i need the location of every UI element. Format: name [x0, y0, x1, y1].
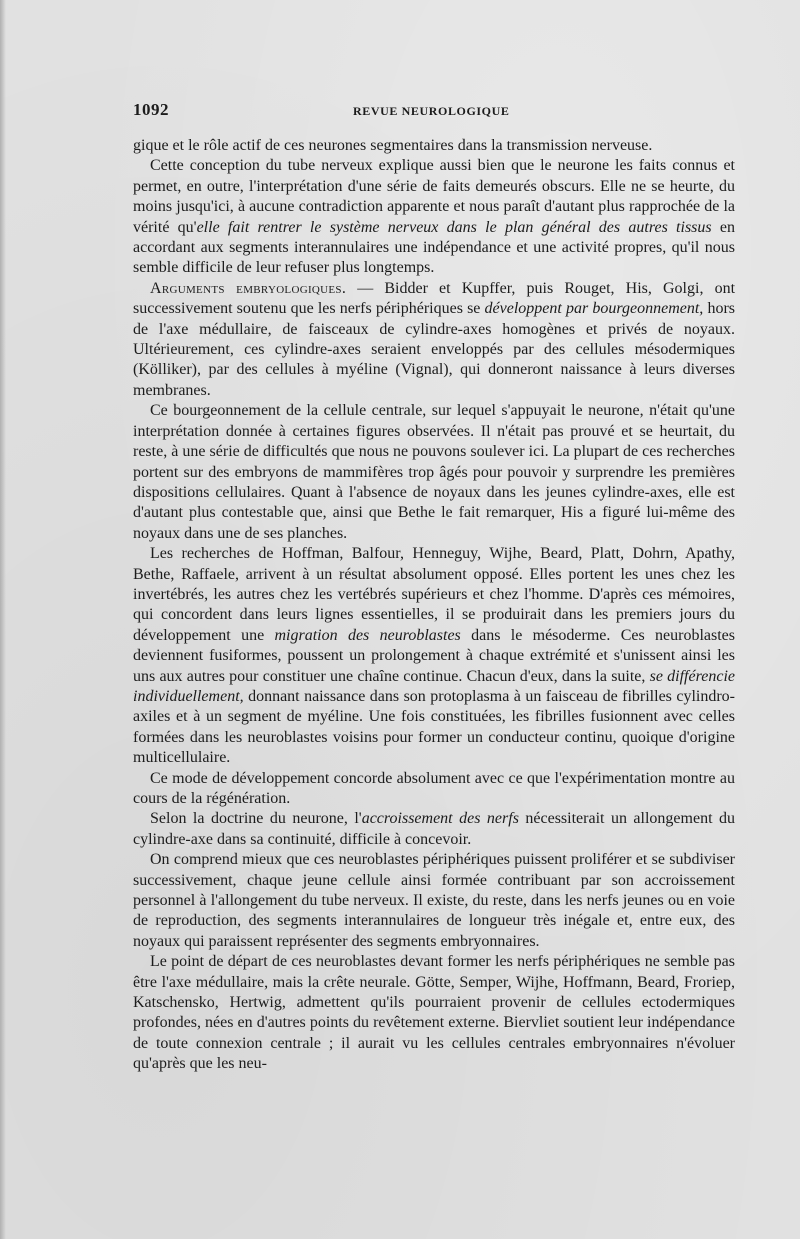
emphasis-segment: migration des neuroblastes [274, 626, 461, 644]
section-heading: Arguments embryologiques. [150, 279, 347, 297]
text-segment: donnant naissance dans son protoplasma à un faisceau de fibrilles cylindro-axiles et à un segment de myéline. Une fois constituées, les fibrilles fusionnent avec celles formées dans les neuroblastes voisins pour former un conducteur continu, quoique d'origine multicellulaire. [133, 687, 735, 767]
emphasis-segment: développent par bourgeonnement, [484, 300, 704, 318]
paragraph-neuroblastes-peripheriques [133, 850, 735, 952]
paragraph-regeneration [133, 769, 735, 810]
running-title: REVUE NEUROLOGIQUE [353, 104, 510, 118]
text-segment: On comprend mieux que ces neuroblastes périphériques puissent proliférer et se subdiviser successivement, chaque jeune cellule ainsi formée contribuant par son accroissement personnel à l'allongement du tube nerveux. Il existe, du reste, dans les nerfs jeunes ou en voie de reproduction, des segments interannulaires de longueur très inégale et, entre eux, des noyaux qui paraissent représenter des segments embryonnaires. [133, 851, 735, 950]
paragraph-point-de-depart [133, 952, 735, 1074]
paragraph-conception [133, 156, 735, 278]
text-segment: nécessiterait un allongement du cylindre-axe dans sa continuité, difficile à concevoir. [133, 810, 736, 848]
text-segment: Ce bourgeonnement de la cellule centrale, sur lequel s'appuyait le neurone, n'était qu'une interprétation donnée à certaines figures observées. Il n'était pas prouvé et se heurtait, du reste, à une série de difficultés que nous ne pouvons soulever ici. La plupart de ces recherches portent sur des embryons de mammifères trop âgés pour pouvoir y surprendre les premières dispositions cellulaires. Quant à l'absence de noyaux dans les jeunes cylindre-axes, elle est d'autant plus contestable que, ainsi que Bethe le fait remarquer, His a figuré lui-même des noyaux dans une de ses planches. [133, 402, 735, 542]
page-number: 1092 [133, 100, 169, 119]
text-segment: dans le mésoderme. Ces neuroblastes deviennent fusiformes, poussent un prolongement à chaque extrémité et s'unissent ainsi les uns aux autres pour constituer une chaîne continue. Chacun d'eux, dans la suite, [133, 626, 736, 685]
paragraph-doctrine [133, 809, 735, 850]
paragraph-arguments-embryologiques [133, 279, 735, 401]
text-segment: Selon la doctrine du neurone, l' [150, 810, 362, 828]
page-header [133, 100, 735, 124]
page-edge-shadow [0, 0, 6, 1239]
article-body [133, 136, 735, 1075]
emphasis-segment: se différencie individuellement, [133, 667, 735, 705]
text-segment: en accordant aux segments interannulaires une indépendance et une activité propres, qu'il nous semble difficile de leur refuser plus longtemps. [133, 218, 736, 277]
paragraph-recherches [133, 544, 735, 768]
paragraph-bourgeonnement [133, 401, 735, 544]
text-segment: — Bidder et Kupffer, puis Rouget, His, Golgi, ont successivement soutenu que les nerfs périphériques se [133, 279, 736, 318]
paragraph-continuation [133, 136, 735, 156]
text-segment: hors de l'axe médullaire, de faisceaux de cylindre-axes homogènes et privés de noyaux. Ultérieurement, ces cylindre-axes seraient enveloppés par des cellules mésodermiques (Kölliker), par des cellules à myéline (Vignal), qui donneront naissance à leurs diverses membranes. [133, 300, 735, 399]
text-segment: Le point de départ de ces neuroblastes devant former les nerfs périphériques ne semble pas être l'axe médullaire, mais la crête neurale. Götte, Semper, Wijhe, Hoffmann, Beard, Froriep, Katschensko, Hertwig, admettent qu'ils pourraient provenir de cellules ectodermiques profondes, nées en d'autres points du revêtement externe. Biervliet soutient leur indépendance de toute connexion centrale ; il aurait vu les cellules centrales embryonnaires n'évoluer qu'après que les neu- [133, 953, 735, 1073]
text-segment: Les recherches de Hoffman, Balfour, Henneguy, Wijhe, Beard, Platt, Dohrn, Apathy, Bethe, Raffaele, arrivent à un résultat absolument opposé. Elles portent les unes chez les invertébrés, les autres chez les vertébrés supérieurs et chez l'homme. D'après ces mémoires, qui concordent dans leurs lignes essentielles, il se produirait dans les premiers jours du développement une [133, 545, 735, 644]
emphasis-segment: accroissement des nerfs [361, 810, 519, 828]
text-segment: Ce mode de développement concorde absolument avec ce que l'expérimentation montre au cours de la régénération. [133, 769, 735, 807]
text-segment: Cette conception du tube nerveux explique aussi bien que le neurone les faits connus et permet, en outre, l'interprétation d'une série de faits demeurés obscurs. Elle ne se heurte, du moins jusqu'ici, à aucune contradiction apparente et nous paraît d'autant plus rapprochée de la vérité qu' [133, 157, 735, 236]
text-segment: gique et le rôle actif de ces neurones segmentaires dans la transmission nerveuse. [133, 137, 653, 154]
emphasis-segment: elle fait rentrer le système nerveux dans le plan général des autres tissus [196, 218, 712, 236]
